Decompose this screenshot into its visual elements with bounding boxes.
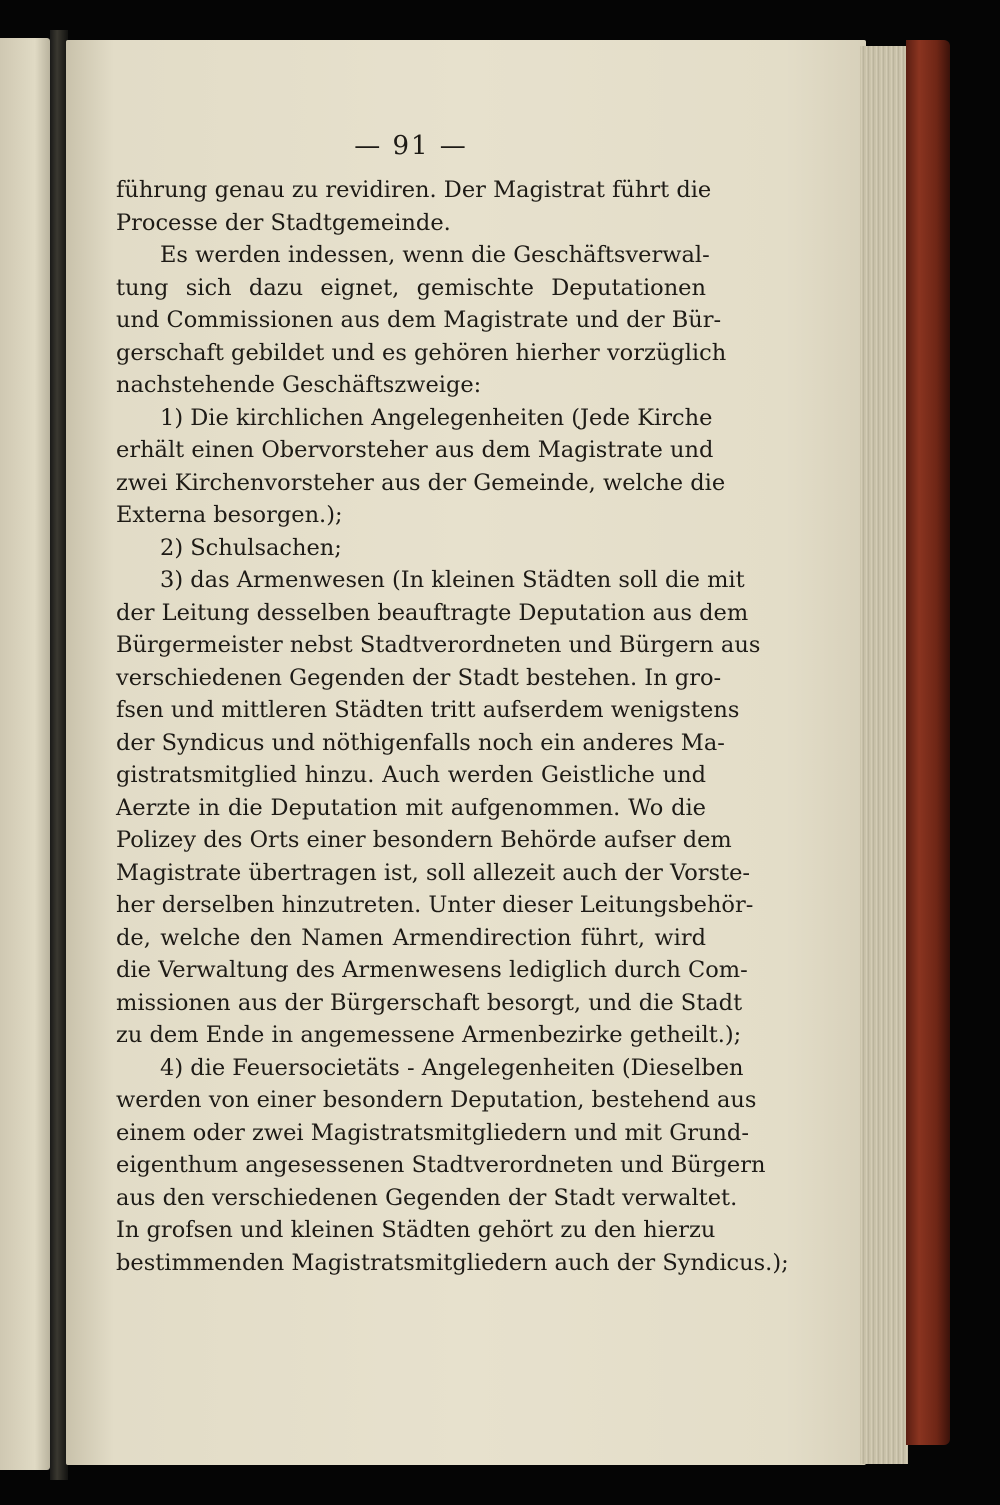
- text-line: der Syndicus und nöthigenfalls noch ein anderes Ma-: [116, 729, 725, 756]
- text-line: die Verwaltung des Armenwesens lediglich durch Com-: [116, 957, 748, 983]
- text-line: führung genau zu revidiren. Der Magistrat führt die: [116, 177, 712, 203]
- text-line: Polizey des Orts einer besondern Behörde aufser dem: [116, 827, 732, 853]
- text-line: de, welche den Namen Armendirection führt, wird: [116, 924, 706, 951]
- text-line: zu dem Ende in angemessene Armenbezirke getheilt.);: [116, 1022, 742, 1048]
- text-line: Magistrate übertragen ist, soll allezeit auch der Vorste-: [116, 859, 751, 886]
- text-line: einem oder zwei Magistratsmitgliedern und mit Grund-: [116, 1119, 749, 1146]
- text-line: Es werden indessen, wenn die Geschäftsverwal-: [160, 242, 710, 268]
- text-line: gerschaft gebildet und es gehören hierher vorzüglich: [116, 339, 727, 366]
- text-line: Processe der Stadtgemeinde.: [116, 209, 451, 236]
- page-text: [116, 124, 789, 1279]
- text-line: tung sich dazu eignet, gemischte Deputationen: [116, 274, 706, 301]
- text-line: gistratsmitglied hinzu. Auch werden Geistliche und: [116, 762, 706, 788]
- text-line: her derselben hinzutreten. Unter dieser Leitungsbehör-: [116, 892, 754, 918]
- text-line: werden von einer besondern Deputation, bestehend aus: [116, 1087, 757, 1113]
- page-number: — 91 —: [354, 131, 468, 161]
- text-line: 2) Schulsachen;: [160, 534, 342, 561]
- text-line: bestimmenden Magistratsmitgliedern auch der Syndicus.);: [116, 1249, 789, 1276]
- text-line: 4) die Feuersocietäts - Angelegenheiten (Dieselben: [160, 1054, 744, 1081]
- text-line: der Leitung desselben beauftragte Deputation aus dem: [116, 599, 749, 626]
- page-stack-edges: [860, 46, 908, 1464]
- text-line: Bürgermeister nebst Stadtverordneten und Bürgern aus: [116, 632, 761, 658]
- text-line: fsen und mittleren Städten tritt aufserdem wenigstens: [116, 697, 740, 723]
- text-line: 3) das Armenwesen (In kleinen Städten soll die mit: [160, 567, 745, 593]
- book-cover-edge: [906, 40, 950, 1445]
- text-lines: [116, 174, 789, 1279]
- text-line: erhält einen Obervorsteher aus dem Magistrate und: [116, 437, 714, 463]
- text-line: Aerzte in die Deputation mit aufgenommen. Wo die: [116, 794, 706, 821]
- text-line: In grofsen und kleinen Städten gehört zu den hierzu: [116, 1217, 716, 1243]
- text-line: nachstehende Geschäftszweige:: [116, 372, 482, 398]
- text-line: zwei Kirchenvorsteher aus der Gemeinde, welche die: [116, 469, 726, 496]
- text-line: aus den verschiedenen Gegenden der Stadt verwaltet.: [116, 1184, 738, 1211]
- text-line: missionen aus der Bürgerschaft besorgt, und die Stadt: [116, 989, 743, 1016]
- text-line: Externa besorgen.);: [116, 502, 343, 528]
- text-line: 1) Die kirchlichen Angelegenheiten (Jede Kirche: [160, 404, 713, 431]
- text-line: eigenthum angesessenen Stadtverordneten und Bürgern: [116, 1152, 766, 1178]
- text-line: verschiedenen Gegenden der Stadt bestehen. In gro-: [116, 664, 722, 691]
- text-line: und Commissionen aus dem Magistrate und der Bür-: [116, 307, 722, 333]
- previous-page-edge: [0, 38, 50, 1470]
